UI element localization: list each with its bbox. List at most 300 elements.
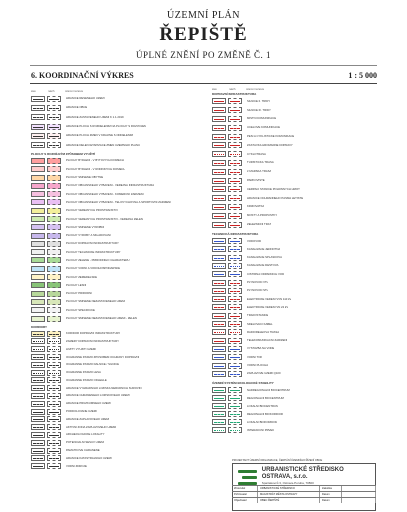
title-block-row [232,497,376,503]
title-block-cell: MAGISTRÁT MĚSTA OSTRAVY [258,492,320,497]
legend-symbol-proposed [47,208,61,214]
legend-item [31,377,191,385]
legend-symbol [212,98,226,104]
legend-symbol-proposed [228,338,242,344]
legend-item-label: AKTIVNÍ ZÓNA ZÁPLAVOVÉHO ÚZEMÍ [66,425,117,429]
legend-symbol-proposed [47,432,61,438]
legend-item [212,361,382,369]
legend-symbol [31,316,45,322]
legend-item-label: PLOCHY OBČANSKÉHO VYBAVENÍ - TĚLOVÝCHOVNÁ A SPORTOVNÍ ZAŘÍZENÍ [66,200,171,204]
legend-item-label: PLOCHY SMÍŠENÉ NEZASTAVĚNÉHO ÚZEMÍ [66,300,126,304]
legend-symbol-proposed [228,151,242,157]
legend-symbol-proposed [47,191,61,197]
legend-symbol-proposed [47,409,61,415]
legend-item-label: VODNÍ TOK [247,355,263,359]
legend-item-label: PARKOVIŠTĚ [247,179,265,183]
legend-item-label: RADIORELÉOVÁ TRASA [247,330,280,334]
legend-item [31,273,191,281]
legend-item [31,240,191,248]
legend-item-label: REGIONÁLNÍ BIOKORIDOR [247,412,283,416]
legend-symbol-proposed [228,363,242,369]
legend-symbol [212,403,226,409]
legend-symbol [212,125,226,131]
legend-symbol-proposed [47,183,61,189]
legend-symbol [31,424,45,430]
legend-symbol-proposed [228,107,242,113]
legend-symbol-proposed [228,186,242,192]
legend-symbol-proposed [47,377,61,383]
legend-symbol [31,354,45,360]
legend-symbol-proposed [228,134,242,140]
legend-symbol [212,213,226,219]
legend-symbol [31,385,45,391]
legend-symbol [31,208,45,214]
legend-symbol-proposed [47,158,61,164]
legend-item-label: CYKLOTRASA [247,152,266,156]
legend-item-label: KORIDOR DOPRAVNÍ INFRASTRUKTURY [66,332,121,336]
legend-symbol [212,169,226,175]
legend-symbol [212,346,226,352]
legend-symbol-proposed [228,222,242,228]
legend-item [212,394,382,402]
legend-symbol-proposed [228,213,242,219]
legend-item [212,237,382,245]
legend-item [212,287,382,295]
legend-symbol [212,222,226,228]
legend-symbol [31,241,45,247]
legend-item [31,400,191,408]
legend-symbol-proposed [228,371,242,377]
legend-item-label: HRANICE OCHRANNÉHO PÁSMA LETIŠTĚ [247,196,304,200]
legend-symbol-proposed [228,246,242,252]
legend-item [212,254,382,262]
legend-item-label: HRANICE CHRÁNĚNÉHO LOŽISKOVÉHO ÚZEMÍ [66,394,130,398]
legend-symbol [212,411,226,417]
legend-item-label: HRANICE ZASTAVĚNÉHO ÚZEMÍ K 1.1.2019 [66,115,124,119]
legend-item-label: NADREGIONÁLNÍ BIOCENTRUM [247,388,290,392]
legend-item-label: SILNICE III. TŘÍDY [247,108,271,112]
legend-symbol-proposed [228,411,242,417]
legend-item-label: PLOCHY DOPRAVNÍ INFRASTRUKTURY [66,242,119,246]
legend-symbol-proposed [47,175,61,181]
legend-item-label: OCHRANNÉ PÁSMO DÁLNICE / SILNICE [66,363,119,367]
legend-symbol [212,142,226,148]
title-block-table [232,485,376,503]
plan-type: ÚZEMNÍ PLÁN [167,10,240,21]
legend-group-title: ÚZEMNÍ SYSTÉM EKOLOGICKÉ STABILITY [212,381,274,385]
legend-item [31,113,191,122]
legend-item [31,330,191,338]
legend-symbol-proposed [47,338,61,344]
legend-item-label: ELEKTRICKÉ VEDENÍ VN 22 kV [247,305,289,309]
legend-symbol [31,166,45,172]
legend-right-column [212,88,382,434]
legend-symbol-proposed [228,403,242,409]
legend-symbol [31,440,45,446]
legend-item-label: VODNÍ PLOCHA [247,364,269,368]
legend-item [31,157,191,165]
legend-symbol-proposed [47,224,61,230]
legend-item [31,103,191,112]
legend-symbol [31,233,45,239]
plan-version: ÚPLNÉ ZNĚNÍ PO ZMĚNĚ Č. 1 [136,50,271,60]
legend-symbol-proposed [47,401,61,407]
legend-item-label: ŽELEZNIČNÍ TRAŤ [247,223,272,227]
legend-item-label: PLOCHY OBČANSKÉHO VYBAVENÍ - KOMERČNÍ ZAŘÍZENÍ [66,192,144,196]
legend-item-label: MÍSTNÍ KOMUNIKACE [247,117,277,121]
legend-item [212,312,382,320]
legend-item-label: VODNÍ ZDROJE [66,464,87,468]
legend-item-label: PLOCHY ZEMĚDĚLSKÉ [66,275,98,279]
legend-item [31,215,191,223]
legend-symbol-proposed [47,307,61,313]
stamp-header: PROJEKTANT ÚZEMNÍ ORGANIZACE, ČERPÁNÍ ÚZEMNÍHO ŘÍZENÍ OBCE [232,459,323,462]
title-block-cell: Zakázka [320,486,342,491]
legend-symbol-proposed [47,370,61,376]
legend-symbol-proposed [47,282,61,288]
legend-item-label: KANALIZACE JEDNOTNÁ [247,247,281,251]
legend-symbol-proposed [47,331,61,337]
legend-symbol [31,377,45,383]
legend-symbol-proposed [228,125,242,131]
legend-symbol-proposed [228,98,242,104]
section-rule [30,83,377,84]
legend-symbol-proposed [47,216,61,222]
legend-symbol-proposed [47,299,61,305]
legend-item [31,265,191,273]
legend-item [212,220,382,229]
legend-symbol [31,199,45,205]
legend-item [212,262,382,270]
legend-item-label: KŘIŽOVATKA [247,205,265,209]
legend-item [31,298,191,306]
legend-symbol-proposed [228,304,242,310]
legend-symbol [212,116,226,122]
legend-item [212,410,382,418]
legend-item [31,165,191,173]
legend-symbol [212,296,226,302]
legend-item [212,345,382,353]
legend-item [31,281,191,289]
legend-symbol [212,371,226,377]
legend-symbol-proposed [47,241,61,247]
legend-symbol [212,419,226,425]
legend-symbol [212,338,226,344]
legend-symbol [212,178,226,184]
legend-item-label: TELEKOMUNIKAČNÍ ZAŘÍZENÍ [247,339,288,343]
legend-symbol [31,455,45,461]
legend-item [31,290,191,298]
legend-symbol [31,257,45,263]
legend-item-label: SILNICE II. TŘÍDY [247,99,271,103]
legend-symbol-proposed [47,133,61,139]
scale-label: 1 : 5 000 [348,71,377,80]
legend-item-label: PLOCHY ZELENĚ - PŘÍRODNÍHO CHARAKTERU [66,258,130,262]
firm-address: Spartakovců 3, Ostrava-Poruba, 70800 [261,481,314,485]
legend-item-label: PLOCHY SMÍŠENÉ VÝROBNÍ [66,225,105,229]
legend-item [212,320,382,328]
legend-group-title: PLOCHY S ROZDÍLNÝM ZPŮSOBEM VYUŽITÍ [31,151,96,156]
legend-symbol [31,448,45,454]
legend-symbol-proposed [228,346,242,352]
legend-item [31,431,191,439]
legend-item [212,97,382,106]
legend-item [212,402,382,410]
column-head: územní rezerva [246,88,264,91]
legend-symbol-proposed [228,387,242,393]
legend-symbol-proposed [47,96,61,102]
legend-item [31,122,191,131]
legend-symbol [31,266,45,272]
legend-symbol [212,304,226,310]
legend-item-label: ČISTÍRNA ODPADNÍCH VOD [247,272,285,276]
legend-item [212,176,382,185]
legend-item [212,328,382,336]
legend-symbol [31,224,45,230]
legend-item [31,369,191,377]
title-block-cell: Datum [320,498,342,503]
legend-symbol-proposed [228,169,242,175]
legend-symbol [212,321,226,327]
legend-item-label: HRANICE OBCE [66,106,88,110]
legend-symbol [31,291,45,297]
title-block-cell [342,498,376,503]
legend-symbol-proposed [228,195,242,201]
legend-symbol [31,96,45,102]
legend-item-label: REGIONÁLNÍ BIOCENTRUM [247,396,284,400]
legend-item-label: POTENCIÁLNÍ SESUV ÚZEMÍ [66,441,105,445]
legend-symbol [31,370,45,376]
legend-item [212,211,382,220]
legend-group-title: TECHNICKÁ INFRASTRUKTURA [212,231,259,236]
legend-item [31,415,191,423]
firm-name: URBANISTICKÉ STŘEDISKO OSTRAVA, s.r.o. [261,467,344,480]
legend-item [31,384,191,392]
legend-symbol-proposed [47,416,61,422]
legend-item-label: OCHRANNÉ PÁSMO ZPŮSOBEM OCHRANY DOPRAVNÍ [66,355,140,359]
legend-item-label: PLYNOVOD VTL [247,281,269,285]
legend-item-label: PLOCHY SMÍŠENÉ NEZASTAVĚNÉHO ÚZEMÍ - ZELEŇ [66,317,137,321]
legend-symbol-proposed [47,124,61,130]
legend-item-label: PLOCHY VEŘEJNÝCH PROSTRANSTVÍ - VEŘEJNÁ ZELEŇ [66,217,143,221]
legend-symbol [212,186,226,192]
legend-symbol [31,463,45,469]
legend-item-label: INTERAKČNÍ PRVEK [247,428,275,432]
legend-symbol [212,288,226,294]
legend-symbol-proposed [228,296,242,302]
legend-symbol-proposed [228,263,242,269]
legend-item [212,123,382,132]
legend-item [31,454,191,462]
legend-symbol-proposed [47,455,61,461]
legend-item-label: HRANICE VÝHRADNÍHO LOŽISKA NERUDNÍCH SUROVIN [66,386,142,390]
legend-item-label: TURISTICKÁ TRASA [247,161,274,165]
legend-item-label: PLOCHY BYDLENÍ - V RODINNÝCH DOMECH [66,167,126,171]
legend-symbol [212,395,226,401]
column-head: stav [31,90,36,93]
legend-symbol [31,432,45,438]
title-block-cell [342,486,376,491]
legend-item [212,370,382,378]
legend-item-label: ČERPACÍ STANICE POHONNÝCH HMOT [247,187,300,191]
legend-symbol [31,416,45,422]
legend-item [212,150,382,159]
legend-symbol-proposed [47,166,61,172]
legend-item [212,106,382,115]
legend-item [31,182,191,190]
legend-item [31,131,191,140]
legend-symbol [31,124,45,130]
legend-item [212,159,382,168]
legend-symbol-proposed [47,105,61,111]
legend-symbol [212,204,226,210]
legend-item [31,140,191,149]
legend-item [31,423,191,431]
legend-item-label: HRANICE ZÁPLAVOVÉHO ÚZEMÍ [66,417,110,421]
legend-symbol [31,142,45,148]
legend-item-label: ARCHEOLOGICKÉ LOKALITY [66,433,105,437]
legend-symbol-proposed [47,385,61,391]
legend-item [212,245,382,253]
legend-item [31,345,191,353]
legend-symbol [31,158,45,164]
legend-item [212,386,382,394]
legend-symbol [212,329,226,335]
legend-symbol [212,107,226,113]
legend-symbol [31,362,45,368]
legend-item-label: ZÁPLAVOVÉ ÚZEMÍ Q100 [247,372,281,376]
legend-item-label: PLOCHY VODNÍ A VODOHOSPODÁŘSKÉ [66,267,121,271]
municipality-name: ŘEPIŠTĚ [159,24,248,45]
legend-item [212,141,382,150]
legend-symbol [31,133,45,139]
legend-item-label: HRANICE DĚLENÍ ETAPIZACE ZMĚN ÚZEMNÍHO PLÁNU [66,143,141,147]
legend-symbol-proposed [228,321,242,327]
legend-item [212,418,382,426]
legend-symbol [31,409,45,415]
top-rule [30,65,377,66]
legend-item [31,447,191,455]
title-block-cell: Zhotovitel [232,486,258,491]
legend-symbol-proposed [228,288,242,294]
title-block-cell: Objednatel [232,498,258,503]
legend-item [31,223,191,231]
legend-symbol-proposed [47,266,61,272]
legend-symbol-proposed [228,116,242,122]
legend-item [212,270,382,278]
legend-symbol-proposed [228,271,242,277]
legend-item [212,132,382,141]
legend-symbol-proposed [47,199,61,205]
legend-item-label: KANALIZACE SPLAŠKOVÁ [247,256,282,260]
legend-symbol-proposed [47,393,61,399]
legend-item-label: PLOCHY OBČANSKÉHO VYBAVENÍ - VEŘEJNÁ INFRASTRUKTURA [66,184,155,188]
legend-item-label: HRANICE KATASTRÁLNÍHO ÚZEMÍ [66,456,112,460]
legend-item-label: TRAFOSTANICE [247,314,269,318]
legend-symbol-proposed [228,178,242,184]
legend-symbol [212,313,226,319]
title-block-cell: Pořizovatel [232,492,258,497]
legend-group-title: KORIDORY [31,324,48,329]
legend-item [31,256,191,264]
legend-symbol [212,387,226,393]
legend-symbol [212,160,226,166]
title-block-cell [342,492,376,497]
legend-symbol [31,114,45,120]
legend-symbol-proposed [228,255,242,261]
legend-item [31,94,191,103]
legend-item [31,173,191,181]
legend-symbol [31,191,45,197]
legend-symbol-proposed [228,354,242,360]
legend-symbol-proposed [47,424,61,430]
legend-item-label: HRANICE ŘEŠENÉHO ÚZEMÍ [66,97,105,101]
legend-symbol-proposed [228,427,242,433]
legend-symbol-proposed [228,238,242,244]
legend-symbol [31,274,45,280]
legend-symbol [31,401,45,407]
legend-symbol-proposed [228,160,242,166]
legend-symbol-proposed [47,448,61,454]
legend-symbol-proposed [47,142,61,148]
legend-item-label: MOSTY A PROPUSTKY [247,214,278,218]
legend-item-label: ELEKTRICKÉ VEDENÍ VVN 110 kV [247,297,292,301]
legend-item-label: SDĚLOVACÍ KABEL [247,322,273,326]
legend-symbol-proposed [228,419,242,425]
legend-item-label: PLOCHY BYDLENÍ - V BYTOVÝCH DOMECH [66,159,124,163]
legend-symbol [31,183,45,189]
legend-item [31,439,191,447]
legend-symbol [212,363,226,369]
legend-symbol-proposed [228,395,242,401]
column-head: návrh [48,90,55,93]
legend-item [212,185,382,194]
legend-symbol [212,134,226,140]
legend-symbol [31,175,45,181]
legend-item [212,278,382,286]
legend-item-label: PLOCHY SPECIFICKÉ [66,308,95,312]
legend-symbol-proposed [47,346,61,352]
legend-item-label: LYŽAŘSKÁ TRASA [247,170,272,174]
legend-item [31,248,191,256]
legend-symbol [31,249,45,255]
legend-item-label: OCHRANNÉ PÁSMO LESA [66,371,101,375]
legend-item [31,338,191,346]
legend-symbol-proposed [47,316,61,322]
legend-symbol [212,280,226,286]
legend-item-label: PĚŠÍ A CYKLISTICKÉ KOMUNIKACE [247,135,295,139]
legend-item-label: HRANICE PLOCH ZMĚN V KRAJINĚ S ODDĚLENÍM [66,134,133,138]
section-title: 6. KOORDINAČNÍ VÝKRES [31,71,134,80]
legend-item [31,314,191,322]
legend-item-label: PLYNOVOD STL [247,289,269,293]
legend-item-label: HRANICE PRŮZKUMNÉHO ÚZEMÍ [66,402,111,406]
legend-symbol [212,271,226,277]
legend-symbol-proposed [47,233,61,239]
title-block-cell: OBEC ŘEPIŠTĚ [258,498,320,503]
legend-symbol-proposed [47,291,61,297]
legend-item [212,295,382,303]
legend-symbol [212,238,226,244]
legend-item-label: VÝSTAVBA NA VODĚ [247,347,275,351]
legend-item-label: OCHRANNÉ PÁSMO ODLEHLÉ [66,378,107,382]
legend-symbol-proposed [47,362,61,368]
column-head: stav [212,88,217,91]
title-block-row [232,485,376,491]
legend-symbol [31,331,45,337]
legend-symbol-proposed [47,274,61,280]
legend-item-label: ÚČELOVÉ KOMUNIKACE [247,126,280,130]
